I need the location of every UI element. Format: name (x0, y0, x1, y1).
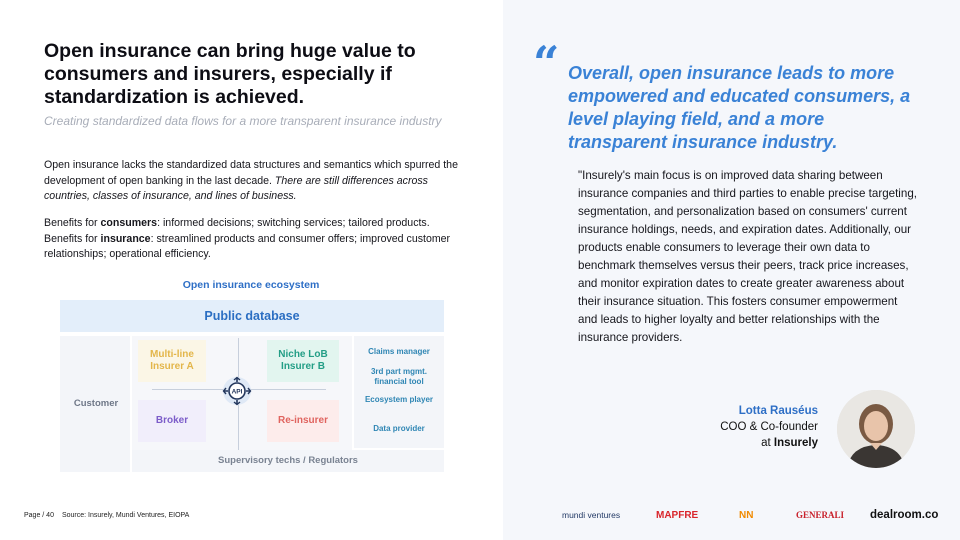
benefit-insurance-text: : streamlined products and consumer offers; improved customer relationships; operational efficiency. (44, 232, 451, 260)
logo-nn: NN (739, 510, 754, 521)
author-avatar (837, 390, 915, 468)
api-label: API (231, 388, 243, 396)
benefits-paragraph (44, 216, 464, 263)
logo-dealroom: dealroom.co (870, 509, 939, 521)
logo-generali: GENERALI (796, 510, 845, 520)
benefit-insurance-prefix: Benefits for (44, 232, 101, 245)
pull-quote: Overall, open insurance leads to more empowered and educated consumers, a level playing field, and a more transparent insurance industry. (568, 63, 911, 152)
benefit-insurance-label: insurance (100, 232, 151, 245)
author-role: COO & Co-founder (720, 421, 818, 433)
page-number: Page / 40 (24, 512, 54, 519)
supervisory-bar: Supervisory techs / Regulators (132, 450, 444, 472)
logo-mapfre: MAPFRE (656, 510, 699, 521)
author-company-line (720, 435, 818, 451)
page-title: Open insurance can bring huge value to consumers and insurers, especially if standardization is achieved. (44, 40, 416, 108)
ecosystem-diagram (60, 300, 444, 472)
data-provider-label: Data provider (373, 424, 425, 433)
broker-box: Broker (138, 400, 206, 442)
insurer-b-box: Niche LoB Insurer B (267, 340, 339, 382)
benefit-consumers-label: consumers (100, 217, 158, 229)
intro-text: Open insurance lacks the standardized data structures and semantics which spurred the development of open banking in the last decade. (44, 159, 458, 187)
diagram-title: Open insurance ecosystem (182, 279, 320, 291)
author-block (720, 403, 818, 451)
claims-manager-label: Claims manager (368, 347, 430, 356)
author-name: Lotta Rauséus (738, 405, 818, 417)
source-note: Source: Insurely, Mundi Ventures, EIOPA (61, 512, 190, 519)
footer (24, 512, 189, 519)
public-database-bar: Public database (60, 300, 444, 332)
author-company: Insurely (773, 437, 818, 449)
api-hub-icon (222, 376, 252, 406)
benefit-consumers-prefix: Benefits for (44, 217, 101, 229)
reinsurer-box: Re-insurer (267, 400, 339, 442)
financial-tool-label: 3rd part mgmt. financial tool (370, 367, 427, 386)
customer-label: Customer (73, 398, 119, 409)
ecosystem-player-label: Ecosystem player (364, 395, 434, 404)
insurer-a-box: Multi-line Insurer A (138, 340, 206, 382)
quote-mark-icon: “ (533, 36, 560, 90)
benefit-consumers-text: : informed decisions; switching services; tailored products. (157, 217, 430, 229)
page-subtitle: Creating standardized data flows for a more transparent insurance industry (44, 114, 442, 128)
testimonial-text: "Insurely's main focus is on improved data sharing between insurance companies and third parties to enable precise targeting, segmentation, and personalization based on consumers' current insurance holdings, needs, and expiration dates. Additionally, our products enable consumers to leverage their own data to benchmark themselves versus their peers, track price increases, and monitor expiration dates to create greater awareness about their insurance situation. This fosters consumer empowerment and leads to higher loyalty and better relationships with the insurance providers. (578, 169, 917, 344)
logo-mundi-ventures: mundi ventures (562, 510, 621, 520)
intro-paragraph (44, 158, 464, 205)
intro-italic: There are still differences across countries, classes of insurance, and lines of business. (44, 174, 428, 202)
author-at: at (761, 437, 774, 449)
